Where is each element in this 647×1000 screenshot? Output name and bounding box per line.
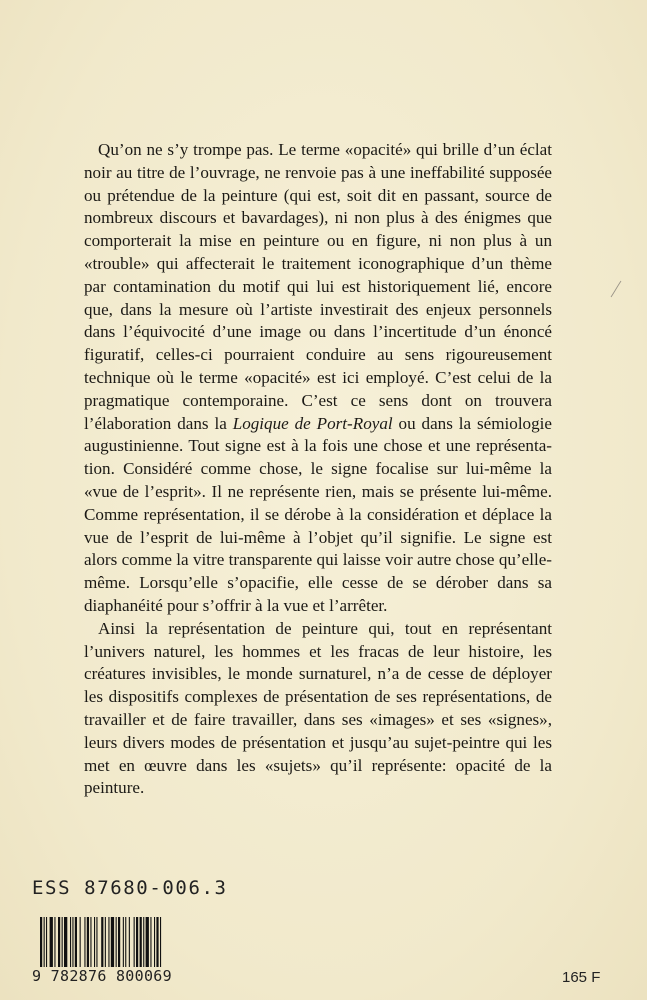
barcode-bar bbox=[108, 917, 109, 967]
barcode-bar bbox=[116, 917, 117, 967]
barcode-bar bbox=[75, 917, 77, 967]
barcode-bar bbox=[96, 917, 97, 967]
barcode-bar bbox=[146, 917, 149, 967]
barcode-bar bbox=[101, 917, 103, 967]
barcode-bar bbox=[58, 917, 60, 967]
paragraph-text: ou dans la sémiologie augustinienne. Tout signe est à la fois une chose et une représentation. Considéré comme chose, le signe focalise sur lui-même la «vue de l’esprit». Il ne représente rien, mais se présente lui-même. Comme représentation, il se dérobe à la considération et déplace la vue de l’esprit de lui-même à l’objet qu’il signifie. Le signe est alors comme la vitre transparente qui laisse voir autre chose qu’elle-même. Lorsqu’elle s’opacifie, elle cesse de se dérober dans sa diaphanéité pour s’offrir à la vue et l’arrêter. bbox=[84, 413, 552, 615]
barcode-bar bbox=[62, 917, 63, 967]
paragraph: Ainsi la représentation de peinture qui, tout en représentant l’univers naturel, les hommes et les fracas de leur histoire, les créatures invisibles, le monde surnaturel, n’a de cesse de déployer les dispositifs complexes de présentation de ses représentations, de travailler et de faire travailler, dans ses «images» et ses «signes», leurs divers modes de présentation et jusqu’au sujet-peintre qui les met en œuvre dans les «sujets» qu’il représente: opacité de la peinture. bbox=[84, 618, 552, 798]
barcode-bar bbox=[125, 917, 126, 967]
barcode bbox=[40, 917, 206, 967]
barcode-bar bbox=[140, 917, 142, 967]
barcode-bar bbox=[70, 917, 71, 967]
barcode-bar bbox=[84, 917, 85, 967]
barcode-bar bbox=[156, 917, 158, 967]
paragraph bbox=[84, 139, 552, 618]
back-cover-text bbox=[84, 139, 552, 800]
barcode-bar bbox=[123, 917, 124, 967]
barcode-bar bbox=[46, 917, 47, 967]
barcode-bar bbox=[160, 917, 161, 967]
barcode-bar bbox=[136, 917, 138, 967]
barcode-bar bbox=[50, 917, 53, 967]
book-title-italic: Logique de Port-Royal bbox=[232, 413, 393, 433]
barcode-bar bbox=[87, 917, 89, 967]
barcode-digits: 9 782876 800069 bbox=[32, 967, 172, 985]
barcode-bar bbox=[129, 917, 130, 967]
paragraph-text: Qu’on ne s’y trompe pas. Le terme «opacité» qui brille d’un éclat noir au titre de l’ouvrage, ne renvoie pas à une ineffabilité supposée ou prétendue de la peinture (qui est, soit dit en passant, source de nombreux discours et bavardages), ni non plus à des énigmes que comporterait la mise en peinture ou en figure, ni non plus à un «trouble» qui affecterait le traitement iconographique d’un thème par contamination du motif qui lui est historiquement lié, encore que, dans la mesure où l’artiste investirait des enjeux personnels dans l’équivocité d’une image ou dans l’incertitude d’un énoncé figuratif, celles-ci pourraient conduire au sens rigoureusement technique où le terme «opacité» est ici employé. C’est celui de la pragmatique contemporaine. C’est ce sens dont on trouvera l’élaboration dans la bbox=[84, 140, 552, 433]
barcode-bar bbox=[54, 917, 55, 967]
barcode-bar bbox=[154, 917, 155, 967]
barcode-bar bbox=[143, 917, 144, 967]
barcode-bar bbox=[94, 917, 95, 967]
price: 165 F bbox=[562, 969, 601, 986]
barcode-bar bbox=[44, 917, 45, 967]
margin-pencil-mark bbox=[609, 279, 623, 299]
barcode-bar bbox=[90, 917, 91, 967]
barcode-bar bbox=[64, 917, 67, 967]
barcode-bar bbox=[111, 917, 114, 967]
barcode-bar bbox=[80, 917, 81, 967]
barcode-bar bbox=[150, 917, 151, 967]
issn-code: ESS 87680-006.3 bbox=[32, 877, 228, 899]
barcode-bar bbox=[72, 917, 73, 967]
barcode-bar bbox=[40, 917, 42, 967]
barcode-bar bbox=[105, 917, 106, 967]
barcode-bar bbox=[118, 917, 120, 967]
barcode-bar bbox=[134, 917, 135, 967]
